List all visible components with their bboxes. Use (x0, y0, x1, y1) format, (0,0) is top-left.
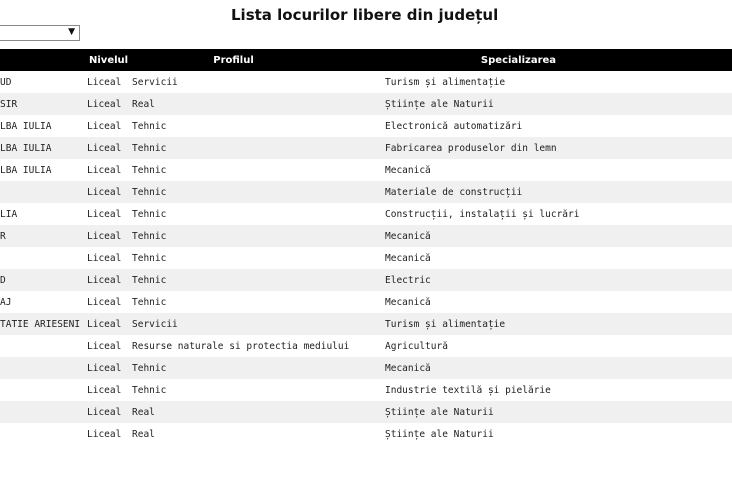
cell-school (0, 335, 87, 357)
cell-specialization: Construcții, instalații și lucrări (385, 208, 580, 220)
cell-profile: Real (132, 98, 155, 110)
cell-specialization: Fabricarea produselor din lemn (385, 142, 557, 154)
county-select[interactable] (0, 25, 80, 41)
cell-specialization: Științe ale Naturii (385, 406, 494, 418)
cell-level: Liceal (87, 406, 122, 418)
cell-level: Liceal (87, 384, 122, 396)
table-row[interactable] (0, 335, 732, 357)
cell-school: UD (0, 76, 12, 88)
cell-level: Liceal (87, 296, 122, 308)
table-row[interactable] (0, 225, 732, 247)
cell-school: LBA IULIA (0, 164, 52, 176)
cell-school: LBA IULIA (0, 142, 52, 154)
cell-profile: Servicii (132, 318, 178, 330)
cell-profile: Tehnic (132, 142, 167, 154)
cell-profile: Tehnic (132, 186, 167, 198)
table-row[interactable] (0, 313, 732, 335)
cell-level: Liceal (87, 274, 122, 286)
cell-profile: Tehnic (132, 164, 167, 176)
cell-profile: Tehnic (132, 384, 167, 396)
table-row[interactable] (0, 379, 732, 401)
vacancies-table (0, 49, 580, 445)
cell-school: SIR (0, 98, 18, 110)
col-header-specialization[interactable]: Specializarea (480, 54, 557, 66)
cell-profile: Servicii (132, 76, 178, 88)
cell-school: D (0, 274, 6, 286)
cell-specialization: Industrie textilă și pielărie (385, 384, 551, 396)
cell-level: Liceal (87, 98, 122, 110)
cell-specialization: Electronică automatizări (385, 120, 523, 132)
cell-specialization: Mecanică (385, 296, 431, 308)
table-row[interactable] (0, 401, 732, 423)
cell-school (0, 181, 87, 203)
cell-profile: Tehnic (132, 274, 167, 286)
table-row[interactable] (0, 115, 732, 137)
col-header-profile[interactable]: Profilul (213, 54, 254, 66)
cell-school (0, 401, 87, 423)
table-row[interactable] (0, 181, 732, 203)
cell-specialization: Turism și alimentație (385, 76, 506, 88)
cell-profile: Tehnic (132, 362, 167, 374)
cell-level: Liceal (87, 164, 122, 176)
cell-profile: Real (132, 406, 155, 418)
cell-school: AJ (0, 296, 12, 308)
cell-specialization: Materiale de construcții (385, 186, 523, 198)
cell-profile: Real (132, 428, 155, 440)
table-row[interactable] (0, 93, 732, 115)
table-row[interactable] (0, 203, 732, 225)
cell-profile: Tehnic (132, 120, 167, 132)
table-row[interactable] (0, 137, 732, 159)
cell-level: Liceal (87, 252, 122, 264)
table-row[interactable] (0, 291, 732, 313)
cell-school: LBA IULIA (0, 120, 52, 132)
table-row[interactable] (0, 71, 732, 93)
cell-profile: Tehnic (132, 208, 167, 220)
cell-school (0, 423, 87, 445)
cell-level: Liceal (87, 340, 122, 352)
cell-level: Liceal (87, 208, 122, 220)
cell-level: Liceal (87, 142, 122, 154)
cell-specialization: Mecanică (385, 164, 431, 176)
cell-school: TATIE ARIESENI (0, 318, 81, 330)
col-header-level[interactable]: Nivelul (89, 54, 129, 66)
cell-profile: Resurse naturale si protectia mediului (132, 340, 350, 352)
cell-specialization: Științe ale Naturii (385, 98, 494, 110)
cell-level: Liceal (87, 362, 122, 374)
table-row[interactable] (0, 269, 732, 291)
cell-specialization: Mecanică (385, 362, 431, 374)
table-row[interactable] (0, 423, 732, 445)
cell-level: Liceal (87, 120, 122, 132)
page-title: Lista locurilor libere din județul (231, 6, 499, 24)
cell-school: R (0, 230, 6, 242)
cell-specialization: Mecanică (385, 252, 431, 264)
cell-profile: Tehnic (132, 252, 167, 264)
cell-specialization: Turism și alimentație (385, 318, 506, 330)
cell-school (0, 247, 87, 269)
cell-level: Liceal (87, 230, 122, 242)
cell-school (0, 379, 87, 401)
cell-level: Liceal (87, 318, 122, 330)
cell-level: Liceal (87, 76, 122, 88)
cell-specialization: Electric (385, 274, 431, 286)
table-row[interactable] (0, 159, 732, 181)
cell-profile: Tehnic (132, 296, 167, 308)
cell-profile: Tehnic (132, 230, 167, 242)
cell-specialization: Științe ale Naturii (385, 428, 494, 440)
cell-specialization: Agricultură (385, 340, 448, 352)
dropdown-arrow-icon: ▼ (68, 27, 75, 37)
cell-level: Liceal (87, 428, 122, 440)
table-header-row (0, 49, 732, 71)
cell-school (0, 357, 87, 379)
table-row[interactable] (0, 247, 732, 269)
cell-school: LIA (0, 208, 18, 220)
col-header-school[interactable] (0, 49, 87, 71)
cell-level: Liceal (87, 186, 122, 198)
cell-specialization: Mecanică (385, 230, 431, 242)
table-row[interactable] (0, 357, 732, 379)
